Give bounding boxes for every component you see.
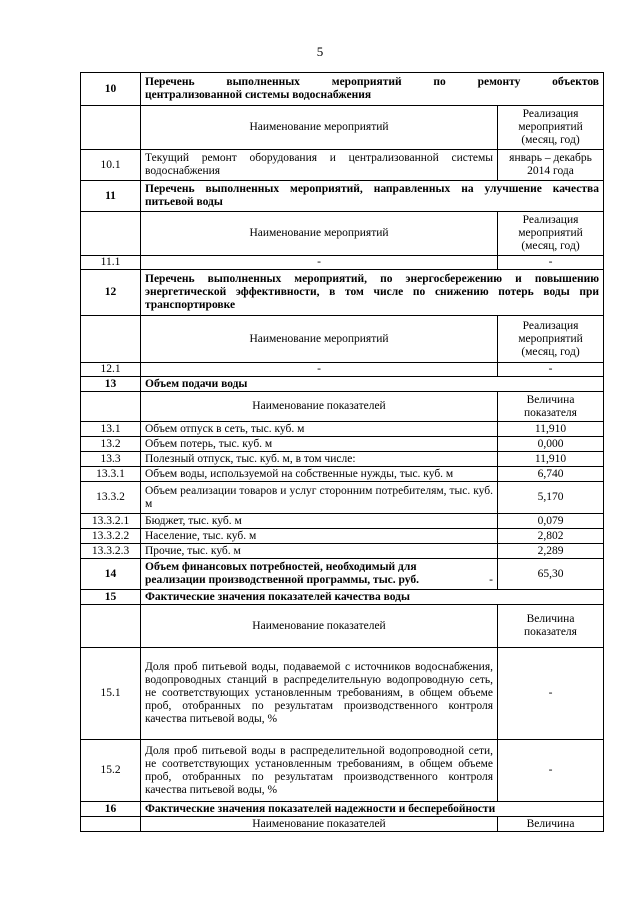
row-value: 0,000 xyxy=(498,437,604,452)
column-header-name: Наименование показателей xyxy=(141,392,498,422)
row-name: - xyxy=(141,363,498,377)
row-name: Объем отпуск в сеть, тыс. куб. м xyxy=(141,422,498,437)
section-number: 12 xyxy=(81,270,141,316)
table-row xyxy=(81,482,604,514)
column-header-value: Величина показателя xyxy=(498,605,604,648)
row-name: Доля проб питьевой воды, подаваемой с источников водоснабжения, водопроводных станций в распределительную водопроводную сеть, не соответствующих установленным требованиям, в общем объеме проб, отобранных по результатам производственного контроля качества питьевой воды, % xyxy=(141,648,498,740)
section-14-row xyxy=(81,559,604,590)
column-header-value: Величина xyxy=(498,817,604,832)
section-16-column-header xyxy=(81,817,604,832)
row-value: 11,910 xyxy=(498,452,604,467)
table-row xyxy=(81,514,604,529)
section-title xyxy=(141,73,604,106)
section-12-header xyxy=(81,270,604,316)
row-name: Полезный отпуск, тыс. куб. м, в том числе: xyxy=(141,452,498,467)
table-row xyxy=(81,150,604,181)
empty-cell xyxy=(81,392,141,422)
section-title-line2: централизованной системы водоснабжения xyxy=(145,89,372,101)
row-value: - xyxy=(498,363,604,377)
section-title-line1: Перечень выполненных мероприятий по ремонту объектов xyxy=(145,76,599,88)
section-12-column-header xyxy=(81,316,604,363)
empty-cell xyxy=(81,106,141,150)
program-report-table xyxy=(80,72,604,832)
row-number: 13.3.2.2 xyxy=(81,529,141,544)
row-number: 13.1 xyxy=(81,422,141,437)
row-number: 12.1 xyxy=(81,363,141,377)
row-name: Доля проб питьевой воды в распределительной водопроводной сети, не соответствующих установленным требованиям, в общем объеме проб, отобранных по результатам производственного контроля качества питьевой воды, % xyxy=(141,740,498,802)
section-number: 11 xyxy=(81,181,141,212)
table-row xyxy=(81,422,604,437)
section-11-column-header xyxy=(81,212,604,256)
row-value: - xyxy=(498,648,604,740)
column-header-value: Величина показателя xyxy=(498,392,604,422)
section-title: Перечень выполненных мероприятий, направленных на улучшение качества питьевой воды xyxy=(141,181,604,212)
row-number: 10.1 xyxy=(81,150,141,181)
row-number: 13.3.1 xyxy=(81,467,141,482)
table-row xyxy=(81,648,604,740)
table-row xyxy=(81,529,604,544)
row-value: 11,910 xyxy=(498,422,604,437)
row-value: январь – декабрь 2014 года xyxy=(498,150,604,181)
row-number: 15.2 xyxy=(81,740,141,802)
section-10-column-header xyxy=(81,106,604,150)
section-title: Фактические значения показателей надежности и бесперебойности xyxy=(141,802,604,817)
row-number: 13.3 xyxy=(81,452,141,467)
row-number: 13.3.2.3 xyxy=(81,544,141,559)
section-title-text: Объем финансовых потребностей, необходимый для реализации производственной программы, тыс. руб. xyxy=(145,561,419,586)
column-header-name: Наименование мероприятий xyxy=(141,212,498,256)
table-row xyxy=(81,544,604,559)
table-row xyxy=(81,467,604,482)
page-number: 5 xyxy=(316,44,324,59)
row-name: Бюджет, тыс. куб. м xyxy=(141,514,498,529)
column-header-name: Наименование показателей xyxy=(141,605,498,648)
row-number: 13.3.2 xyxy=(81,482,141,514)
section-13-column-header xyxy=(81,392,604,422)
row-name: Объем потерь, тыс. куб. м xyxy=(141,437,498,452)
column-header-value: Реализация мероприятий (месяц, год) xyxy=(498,316,604,363)
section-number: 14 xyxy=(81,559,141,590)
section-13-header xyxy=(81,377,604,392)
row-number: 15.1 xyxy=(81,648,141,740)
section-11-header xyxy=(81,181,604,212)
row-value: - xyxy=(498,740,604,802)
row-number: 11.1 xyxy=(81,256,141,270)
table-row xyxy=(81,256,604,270)
dash-mark: - xyxy=(489,574,493,586)
empty-cell xyxy=(81,605,141,648)
section-15-header xyxy=(81,590,604,605)
column-header-value: Реализация мероприятий (месяц, год) xyxy=(498,106,604,150)
row-name: Население, тыс. куб. м xyxy=(141,529,498,544)
empty-cell xyxy=(81,817,141,832)
row-value: 0,079 xyxy=(498,514,604,529)
table-row xyxy=(81,437,604,452)
row-name: Объем реализации товаров и услуг сторонним потребителям, тыс. куб. м xyxy=(141,482,498,514)
row-value: 2,289 xyxy=(498,544,604,559)
section-number: 15 xyxy=(81,590,141,605)
row-name: Прочие, тыс. куб. м xyxy=(141,544,498,559)
column-header-name: Наименование мероприятий xyxy=(141,316,498,363)
table-row xyxy=(81,363,604,377)
column-header-name: Наименование мероприятий xyxy=(141,106,498,150)
column-header-name: Наименование показателей xyxy=(141,817,498,832)
section-16-header xyxy=(81,802,604,817)
section-number: 13 xyxy=(81,377,141,392)
row-value: 65,30 xyxy=(498,559,604,590)
row-value: 5,170 xyxy=(498,482,604,514)
section-number: 10 xyxy=(81,73,141,106)
section-title: Объем подачи воды xyxy=(141,377,604,392)
row-value: 2,802 xyxy=(498,529,604,544)
section-number: 16 xyxy=(81,802,141,817)
empty-cell xyxy=(81,316,141,363)
row-number: 13.2 xyxy=(81,437,141,452)
row-name: Объем воды, используемой на собственные нужды, тыс. куб. м xyxy=(141,467,498,482)
empty-cell xyxy=(81,212,141,256)
table-row xyxy=(81,452,604,467)
column-header-value: Реализация мероприятий (месяц, год) xyxy=(498,212,604,256)
row-name: - xyxy=(141,256,498,270)
section-title: Фактические значения показателей качества воды xyxy=(141,590,604,605)
row-number: 13.3.2.1 xyxy=(81,514,141,529)
section-10-header xyxy=(81,73,604,106)
row-value: - xyxy=(498,256,604,270)
section-title xyxy=(141,559,498,590)
section-15-column-header xyxy=(81,605,604,648)
table-row xyxy=(81,740,604,802)
row-value: 6,740 xyxy=(498,467,604,482)
section-title: Перечень выполненных мероприятий, по энергосбережению и повышению энергетической эффективности, в том числе по снижению потерь воды при транспортировке xyxy=(141,270,604,316)
row-name: Текущий ремонт оборудования и централизованной системы водоснабжения xyxy=(141,150,498,181)
